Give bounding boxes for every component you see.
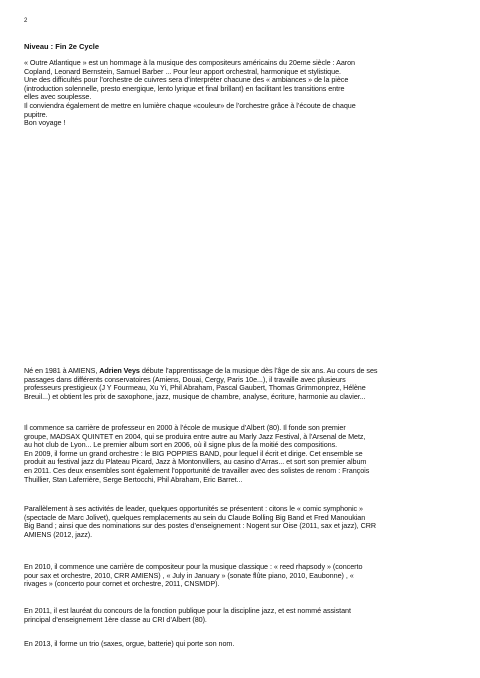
bio-line: professeurs prestigieux (J Y Fourmeau, Xu Yi, Phil Abraham, Pascal Gaubert, Thomas Grimmonprez, Hélène	[24, 383, 366, 393]
intro-paragraph	[24, 59, 460, 128]
bio-line: Thuillier, Stan Laferrière, Serge Bertocchi, Phil Abraham, Eric Barret...	[24, 474, 243, 484]
bio-line: au hot club de Lyon... Le premier album sort en 2006, où il signe plus de la moitié des compositions.	[24, 440, 338, 450]
bio-line: rivages » (concerto pour cornet et orchestre, 2011, CNSMDP).	[24, 579, 220, 589]
intro-line: elles avec souplesse.	[24, 92, 92, 102]
intro-line: Bon voyage !	[24, 118, 66, 128]
bio-intro-text: Né en 1981 à AMIENS,	[24, 366, 100, 375]
bio-paragraph-5	[24, 607, 460, 624]
bio-line: principal d’enseignement 1ère classe au CRI d’Albert (80).	[24, 614, 207, 624]
level-title: Niveau : Fin 2e Cycle	[24, 42, 100, 51]
bio-intro-text: débute l’apprentissage de la musique dès l’âge de six ans. Au cours de ses	[139, 366, 378, 375]
bio-paragraph-6	[24, 640, 460, 649]
intro-line: Copland, Leonard Bernstein, Samuel Barber ... Pour leur apport orchestral, harmonique et stylistique.	[24, 66, 341, 76]
bio-line: En 2011, il est lauréat du concours de la fonction publique pour la discipline jazz, et est nommé assistant	[24, 606, 351, 615]
bio-paragraph-2	[24, 424, 460, 484]
intro-line: (introduction solennelle, presto energique, lento lyrique et final brillant) en facilitant les transitions entre	[24, 83, 345, 93]
bio-line: Breuil...) et obtient les prix de saxophone, jazz, musique de chambre, analyse, écriture, harmonie au clavier...	[24, 391, 366, 401]
bio-line: produit au festival jazz du Plateau Picard, Jazz à Montonvillers, au casino d’Arras... et sort son premier album	[24, 457, 367, 467]
bio-paragraph-4	[24, 563, 460, 589]
intro-line: Une des difficultés pour l’orchestre de cuivres sera d’interpréter chacune des « ambiances » de la pièce	[24, 75, 349, 85]
intro-line: Il conviendra également de mettre en lumière chaque «couleur» de l’orchestre grâce à l’écoute de chaque	[24, 100, 356, 110]
bio-line: en 2011. Ces deux ensembles sont également l’opportunité de travailler avec des solistes de renom : François	[24, 465, 370, 475]
bio-paragraph-1	[24, 367, 460, 401]
bio-paragraph-3	[24, 505, 460, 539]
intro-line: pupitre.	[24, 109, 48, 119]
bio-line: En 2009, il forme un grand orchestre : le BIG POPPIES BAND, pour lequel il écrit et dirige. Cet ensemble se	[24, 448, 363, 458]
bio-line: Il commence sa carrière de professeur en 2000 à l’école de musique d’Albert (80). Il fonde son premier	[24, 423, 346, 432]
bio-line: Big Band ; ainsi que des nominations sur des postes d’enseignement : Nogent sur Oise (2011, sax et jazz), CRR	[24, 521, 376, 531]
artist-name: Adrien Veys	[99, 366, 140, 375]
bio-line: pour sax et orchestre, 2010, CRR AMIENS) , « July in January » (sonate flûte piano, 2010, Eaubonne) , «	[24, 570, 354, 580]
page-number: 2	[24, 18, 28, 24]
bio-line: groupe, MADSAX QUINTET en 2004, qui se produira entre autre au Marly Jazz Festival, à l’Arsenal de Metz,	[24, 431, 366, 441]
bio-line: En 2013, il forme un trio (saxes, orgue, batterie) qui porte son nom.	[24, 639, 235, 648]
bio-line: Parallèlement à ses activités de leader, quelques opportunités se présentent : citons le « comic symphonic »	[24, 504, 363, 513]
bio-line: (spectacle de Marc Jolivet), quelques remplacements au sein du Claude Bolling Big Band et Fred Manoukian	[24, 512, 366, 522]
bio-line: passages dans différents conservatoires (Amiens, Douai, Cergy, Paris 10e...), il travaille avec plusieurs	[24, 374, 346, 384]
bio-line: En 2010, il commence une carrière de compositeur pour la musique classique : « reed rhapsody » (concerto	[24, 562, 363, 571]
bio-line: AMIENS (2012, jazz).	[24, 529, 93, 539]
intro-line: « Outre Atlantique » est un hommage à la musique des compositeurs américains du 20eme siècle : Aaron	[24, 58, 356, 67]
